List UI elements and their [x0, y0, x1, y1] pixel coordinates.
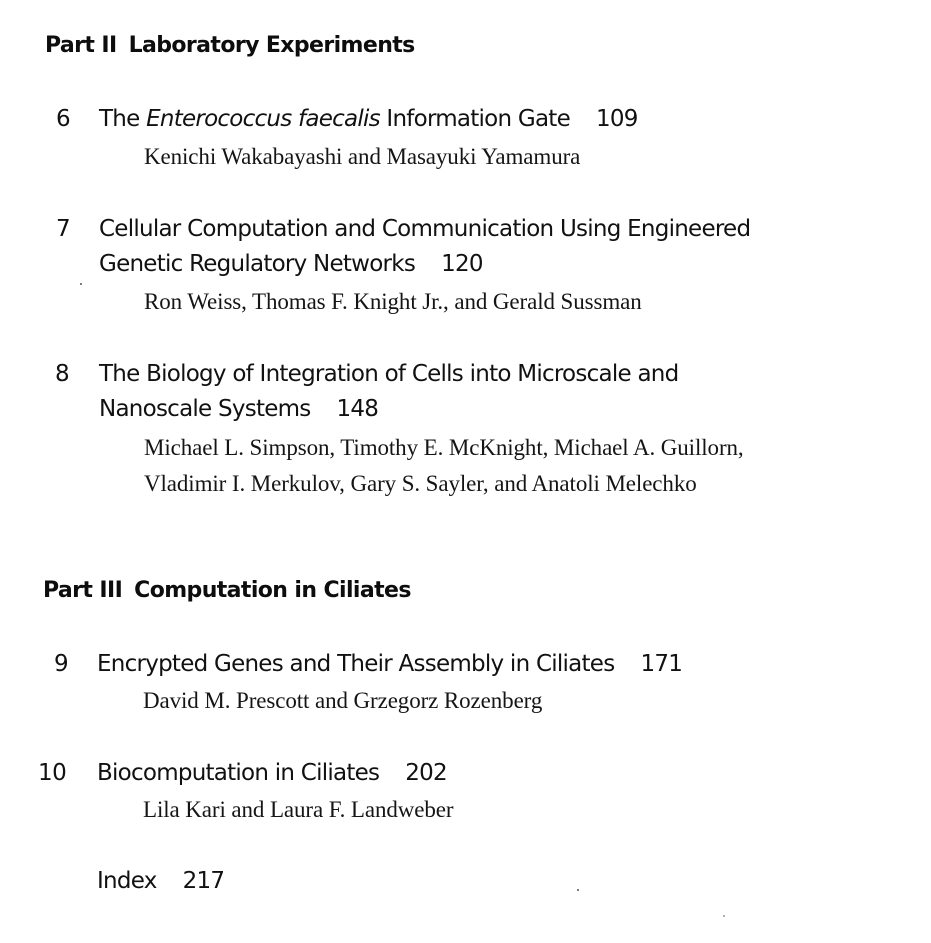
chapter-title-line-1: The Biology of Integration of Cells into Microscale and	[99, 361, 679, 387]
chapter-number: 6	[56, 106, 71, 132]
part-title: Laboratory Experiments	[128, 33, 415, 58]
part-heading-ii	[45, 33, 415, 58]
chapter-title-italic: Enterococcus faecalis	[146, 106, 380, 132]
part-heading-iii	[43, 578, 411, 603]
chapter-title-line-2: Genetic Regulatory Networks 120	[99, 251, 483, 277]
page-number: 217	[182, 868, 225, 894]
chapter-authors: David M. Prescott and Grzegorz Rozenberg	[143, 688, 543, 713]
scan-speck	[577, 889, 579, 891]
chapter-authors-line-2: Vladimir I. Merkulov, Gary S. Sayler, and Anatoli Melechko	[144, 471, 697, 496]
page-number: 202	[405, 760, 447, 786]
scan-speck	[723, 915, 725, 917]
chapter-number: 8	[55, 361, 70, 387]
scan-speck	[80, 283, 82, 285]
chapter-title: The Enterococcus faecalis Information Gate 109	[99, 106, 638, 132]
chapter-title-line-1: Cellular Computation and Communication Using Engineered	[99, 216, 751, 242]
chapter-authors-line-1: Michael L. Simpson, Timothy E. McKnight, Michael A. Guillorn,	[144, 435, 744, 460]
page-number: 109	[595, 106, 638, 132]
chapter-number: 10	[38, 760, 67, 786]
chapter-authors: Ron Weiss, Thomas F. Knight Jr., and Gerald Sussman	[144, 289, 642, 314]
chapter-authors: Kenichi Wakabayashi and Masayuki Yamamura	[144, 144, 581, 169]
chapter-title: Encrypted Genes and Their Assembly in Ciliates 171	[97, 651, 683, 677]
chapter-title: Biocomputation in Ciliates 202	[97, 760, 447, 786]
index-label: Index 217	[97, 868, 225, 894]
part-label: Part III	[43, 578, 123, 603]
part-label: Part II	[45, 33, 117, 58]
chapter-number: 7	[56, 216, 71, 242]
page-number: 148	[336, 396, 379, 422]
page-number: 171	[640, 651, 683, 677]
chapter-authors: Lila Kari and Laura F. Landweber	[143, 797, 454, 822]
chapter-number: 9	[54, 651, 69, 677]
chapter-title-line-2: Nanoscale Systems 148	[99, 396, 379, 422]
part-title: Computation in Ciliates	[134, 578, 411, 603]
page-number: 120	[441, 251, 483, 277]
